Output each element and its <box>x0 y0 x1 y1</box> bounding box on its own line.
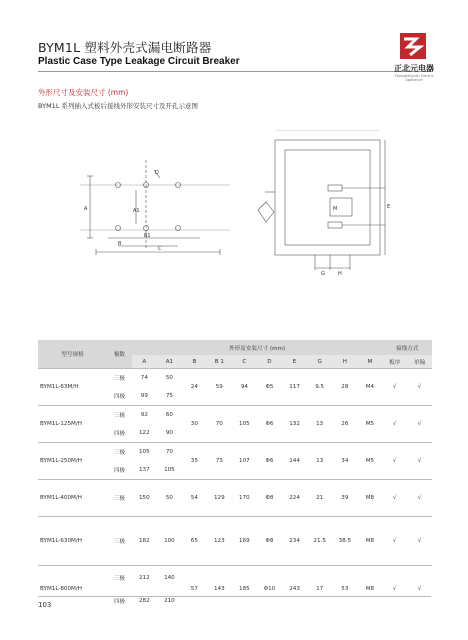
cell-a1: 100 <box>157 517 182 566</box>
cell-a: 212 <box>132 566 157 590</box>
cell-g: 17 <box>307 566 332 613</box>
cell-poles: 四极 <box>113 394 126 400</box>
cell-model: BYM1L-630M/H <box>38 517 107 566</box>
header-e: E <box>282 355 307 369</box>
cell-w2: √ <box>407 443 432 480</box>
cell-w1: √ <box>382 480 407 517</box>
cell-poles: 三极 <box>107 566 132 590</box>
cell-a1: 75 <box>165 393 173 399</box>
cell-model: BYM1L-800M/H <box>38 566 107 613</box>
table-row <box>38 369 432 388</box>
header-h: H <box>332 355 357 369</box>
label-d: D <box>155 170 159 176</box>
page-title-en: Plastic Case Type Leakage Circuit Breaker <box>38 56 240 67</box>
cell-a: 282 <box>139 597 150 604</box>
cell-e: 144 <box>282 443 307 480</box>
table-row <box>38 406 432 425</box>
cell-poles: 四极 <box>113 598 126 605</box>
cell-m: M5 <box>357 406 382 443</box>
brand-name: 正北元电器 <box>394 64 434 73</box>
label-c: C <box>158 246 162 252</box>
cell-b1: 123 <box>207 517 232 566</box>
header-g: G <box>307 355 332 369</box>
label-m: M <box>333 206 338 212</box>
cell-model: BYM1L-250M/H <box>38 443 107 480</box>
cell-c: 170 <box>232 480 257 517</box>
cell-d: Φ6 <box>257 443 282 480</box>
cell-g: 13 <box>307 406 332 443</box>
header-c: C <box>232 355 257 369</box>
cell-m: M8 <box>357 517 382 566</box>
cell-d: Φ5 <box>257 369 282 406</box>
header-d: D <box>257 355 282 369</box>
cell-w1: √ <box>382 443 407 480</box>
cell-a: 137 <box>139 467 150 473</box>
table-row <box>38 517 432 566</box>
header-b1: B 1 <box>207 355 232 369</box>
cell-a: 92 <box>132 406 157 425</box>
cell-b: 57 <box>182 566 207 613</box>
cell-b1: 73 <box>207 443 232 480</box>
cell-w2: √ <box>407 517 432 566</box>
cell-e: 234 <box>282 517 307 566</box>
label-a1: A1 <box>133 208 140 214</box>
header-wiring-group: 接线方式 <box>382 340 432 355</box>
cell-a1: 210 <box>164 597 175 604</box>
header-wiring-1: 板序 <box>382 355 407 369</box>
cell-w2: √ <box>407 566 432 613</box>
cell-g: 13 <box>307 443 332 480</box>
cell-m: M4 <box>357 369 382 406</box>
cell-a: 150 <box>132 480 157 517</box>
cell-h: 39 <box>332 480 357 517</box>
header-wiring-2: 单翰 <box>407 355 432 369</box>
cell-h: 28 <box>332 369 357 406</box>
cell-c: 105 <box>232 406 257 443</box>
cell-poles: 三极 <box>107 406 132 425</box>
cell-c: 169 <box>232 517 257 566</box>
cell-b1: 70 <box>207 406 232 443</box>
cell-h: 53 <box>332 566 357 613</box>
cell-model: BYM1L-63M/H <box>38 369 107 406</box>
cell-d: Φ6 <box>257 406 282 443</box>
table-row <box>38 480 432 517</box>
cell-a1: 105 <box>164 467 175 473</box>
cell-h: 34 <box>332 443 357 480</box>
cell-g: 21 <box>307 480 332 517</box>
cell-a1: 60 <box>157 406 182 425</box>
cell-b1: 129 <box>207 480 232 517</box>
page-number: 103 <box>38 601 52 609</box>
cell-m: M8 <box>357 566 382 613</box>
header-divider <box>38 71 431 72</box>
cell-c: 185 <box>232 566 257 613</box>
cell-h: 38.5 <box>332 517 357 566</box>
cell-a1: 50 <box>157 369 182 388</box>
cell-poles: 三极 <box>107 517 132 566</box>
cell-b1: 143 <box>207 566 232 613</box>
cell-a1: 50 <box>157 480 182 517</box>
cell-a: 99 <box>140 393 148 399</box>
cell-a: 74 <box>132 369 157 388</box>
cell-a1: 140 <box>157 566 182 590</box>
table-row <box>38 443 432 462</box>
header-model: 型号规格 <box>38 340 107 369</box>
cell-b: 35 <box>182 443 207 480</box>
cell-a: 105 <box>132 443 157 462</box>
label-a: A <box>84 206 88 212</box>
cell-d: Φ8 <box>257 480 282 517</box>
header-b: B <box>182 355 207 369</box>
cell-d: Φ10 <box>257 566 282 613</box>
section-description: BYM1L 系列插入式板后接线外形安装尺寸及开孔示意图 <box>38 102 199 110</box>
header-m: M <box>357 355 382 369</box>
table-body <box>38 369 432 613</box>
cell-e: 117 <box>282 369 307 406</box>
cell-g: 9.5 <box>307 369 332 406</box>
cell-a1: 90 <box>165 430 173 436</box>
cell-g: 21.5 <box>307 517 332 566</box>
cell-e: 132 <box>282 406 307 443</box>
cell-w2: √ <box>407 406 432 443</box>
cell-b: 65 <box>182 517 207 566</box>
cell-c: 107 <box>232 443 257 480</box>
cell-b1: 59 <box>207 369 232 406</box>
cell-w1: √ <box>382 566 407 613</box>
cell-h: 26 <box>332 406 357 443</box>
cell-w2: √ <box>407 369 432 406</box>
cell-c: 94 <box>232 369 257 406</box>
cell-w1: √ <box>382 369 407 406</box>
cell-m: M5 <box>357 443 382 480</box>
outline-drawing <box>60 130 400 280</box>
header-a1: A1 <box>157 355 182 369</box>
cell-a: 122 <box>139 430 150 436</box>
label-b: B <box>118 241 122 247</box>
dimensions-table <box>38 340 432 612</box>
header-poles: 极数 <box>107 340 132 369</box>
cell-b: 54 <box>182 480 207 517</box>
cell-e: 224 <box>282 480 307 517</box>
cell-w1: √ <box>382 406 407 443</box>
cell-poles: 三极 <box>107 369 132 388</box>
label-e: E <box>387 204 391 210</box>
cell-w1: √ <box>382 517 407 566</box>
brand-subtitle: Zhengbeiyuan Electric Appliance <box>394 74 434 82</box>
cell-w2: √ <box>407 480 432 517</box>
label-g: G <box>321 271 325 277</box>
cell-poles: 四极 <box>113 431 126 437</box>
cell-model: BYM1L-125M/H <box>38 406 107 443</box>
header-a: A <box>132 355 157 369</box>
page-title-cn: BYM1L 塑料外壳式漏电断路器 <box>38 40 212 55</box>
cell-a: 182 <box>132 517 157 566</box>
header-dims-group: 外形及安装尺寸 (mm) <box>132 340 383 355</box>
footer-divider <box>38 596 431 597</box>
cell-model: BYM1L-400M/H <box>38 480 107 517</box>
cell-m: M8 <box>357 480 382 517</box>
cell-b: 30 <box>182 406 207 443</box>
cell-b: 24 <box>182 369 207 406</box>
cell-d: Φ8 <box>257 517 282 566</box>
cell-e: 243 <box>282 566 307 613</box>
cell-poles: 三极 <box>107 480 132 517</box>
cell-poles: 四极 <box>113 468 126 474</box>
cell-poles: 三极 <box>107 443 132 462</box>
section-title: 外形尺寸及安装尺寸 (mm) <box>38 88 129 97</box>
table-row <box>38 566 432 590</box>
cell-a1: 70 <box>157 443 182 462</box>
label-h: H <box>338 271 342 277</box>
label-b1: B1 <box>144 233 151 239</box>
